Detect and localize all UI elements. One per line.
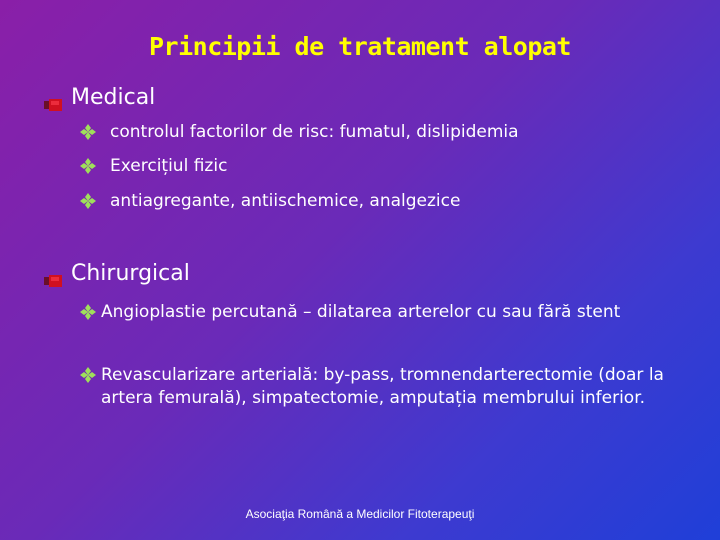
list-item-text: controlul factorilor de risc: fumatul, dislipidemia bbox=[110, 122, 519, 142]
list-item bbox=[80, 155, 680, 178]
list-item bbox=[80, 364, 680, 436]
section-chirurgical bbox=[44, 260, 644, 288]
section-heading: Chirurgical bbox=[71, 261, 190, 286]
list-item-text: antiagregante, antiischemice, analgezice bbox=[110, 191, 461, 211]
four-diamond-bullet-icon bbox=[80, 124, 96, 140]
section-heading: Medical bbox=[71, 85, 156, 110]
list-item bbox=[80, 121, 680, 144]
list-item-text: Exercițiul fizic bbox=[110, 156, 228, 176]
four-diamond-bullet-icon bbox=[80, 193, 96, 209]
slide-title: Principii de tratament alopat bbox=[149, 32, 571, 61]
four-diamond-bullet-icon bbox=[80, 367, 96, 383]
section-medical bbox=[44, 84, 644, 112]
list-item-text: Revascularizare arterială: by-pass, tromnendarterectomie (doar la artera femurală), simpatectomie, amputația membrului inferior. bbox=[101, 365, 664, 408]
four-diamond-bullet-icon bbox=[80, 158, 96, 174]
red-square-bullet-icon bbox=[44, 92, 64, 106]
list-item bbox=[80, 301, 680, 349]
footer-text: Asociaţia Română a Medicilor Fitoterapeuţi bbox=[245, 507, 475, 521]
list-item bbox=[80, 190, 680, 213]
red-square-bullet-icon bbox=[44, 268, 64, 282]
four-diamond-bullet-icon bbox=[80, 304, 96, 320]
list-item-text: Angioplastie percutană – dilatarea arterelor cu sau fără stent bbox=[101, 302, 621, 322]
